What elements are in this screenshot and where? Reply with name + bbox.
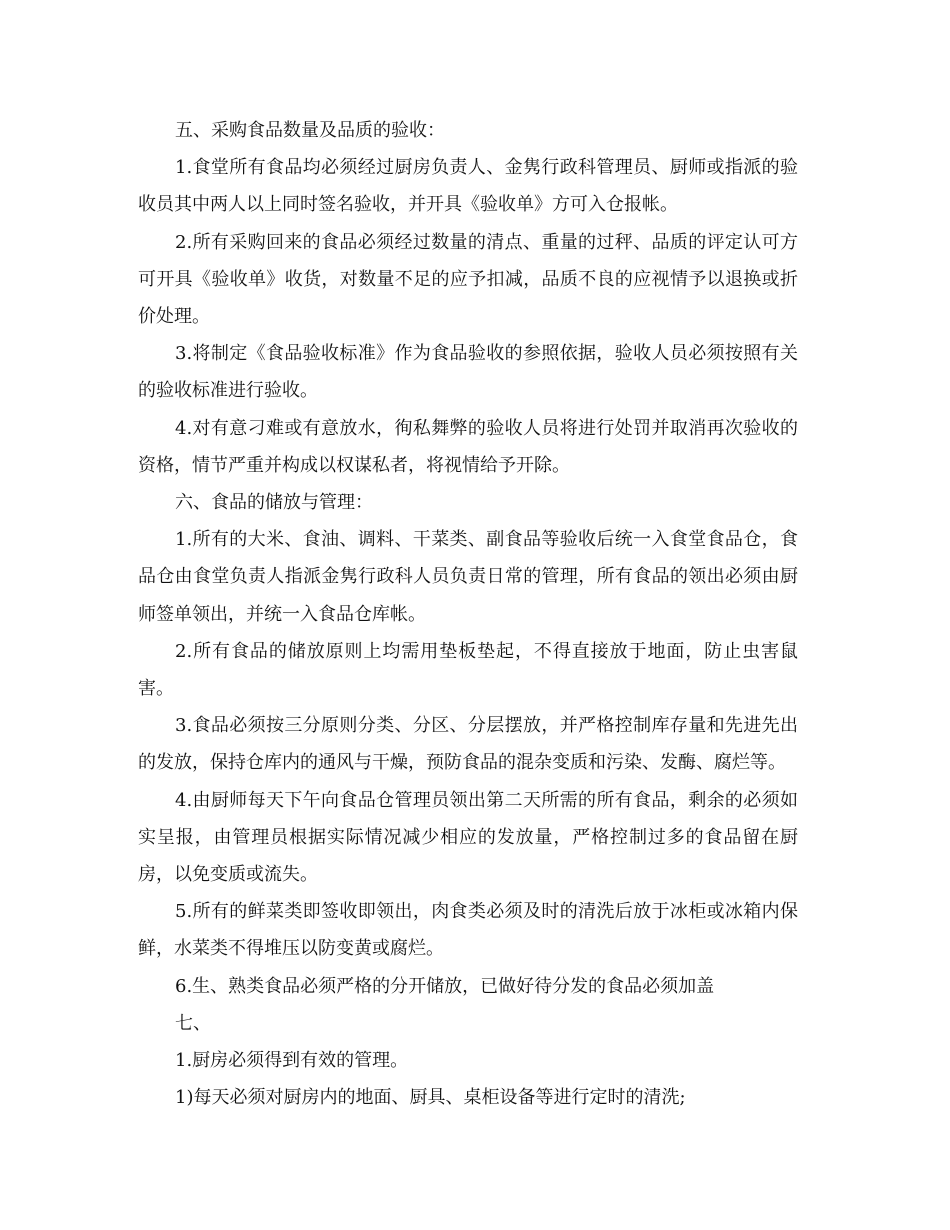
paragraph-5-1: 1.食堂所有食品均必须经过厨房负责人、金隽行政科管理员、厨师或指派的验收员其中两人以上同时签名验收，并开具《验收单》方可入仓报帐。 (138, 157, 798, 216)
paragraph-7-1: 1.厨房必须得到有效的管理。 (175, 1050, 409, 1072)
section-heading-6: 六、食品的储放与管理： (175, 492, 373, 514)
section-heading-5: 五、采购食品数量及品质的验收： (175, 120, 445, 141)
paragraph-6-2: 2.所有食品的储放原则上均需用垫板垫起，不得直接放于地面，防止虫害鼠害。 (138, 640, 798, 700)
document-body (138, 112, 798, 1116)
paragraph-5-3: 3.将制定《食品验收标准》作为食品验收的参照依据，验收人员必须按照有关的验收标准进行验收。 (138, 343, 798, 402)
paragraph-7-1-1: 1)每天必须对厨房内的地面、厨具、桌柜设备等进行定时的清洗; (175, 1087, 686, 1109)
paragraph-6-1: 1.所有的大米、食油、调料、干菜类、副食品等验收后统一入食堂食品仓，食品仓由食堂负责人指派金隽行政科人员负责日常的管理，所有食品的领出必须由厨师签单领出，并统一入食品仓库帐。 (138, 529, 798, 625)
paragraph-6-5: 5.所有的鲜菜类即签收即领出，肉食类必须及时的清洗后放于冰柜或冰箱内保鲜，水菜类不得堆压以防变黄或腐烂。 (138, 901, 798, 960)
paragraph-6-3: 3.食品必须按三分原则分类、分区、分层摆放，并严格控制库存量和先进先出的发放，保持仓库内的通风与干燥，预防食品的混杂变质和污染、发酶、腐烂等。 (138, 715, 798, 774)
paragraph-6-6: 6.生、熟类食品必须严格的分开储放，已做好待分发的食品必须加盖 (175, 975, 715, 997)
paragraph-6-4: 4.由厨师每天下午向食品仓管理员领出第二天所需的所有食品，剩余的必须如实呈报，由管理员根据实际情况减少相应的发放量，严格控制过多的食品留在厨房，以免变质或流失。 (138, 789, 798, 886)
paragraph-5-2: 2.所有采购回来的食品必须经过数量的清点、重量的过秤、品质的评定认可方可开具《验收单》收货，对数量不足的应予扣减，品质不良的应视情予以退换或折价处理。 (138, 231, 798, 328)
paragraph-5-4: 4.对有意刁难或有意放水，徇私舞弊的验收人员将进行处罚并取消再次验收的资格，情节严重并构成以权谋私者，将视情给予开除。 (138, 417, 798, 476)
section-heading-7: 七、 (175, 1012, 211, 1034)
